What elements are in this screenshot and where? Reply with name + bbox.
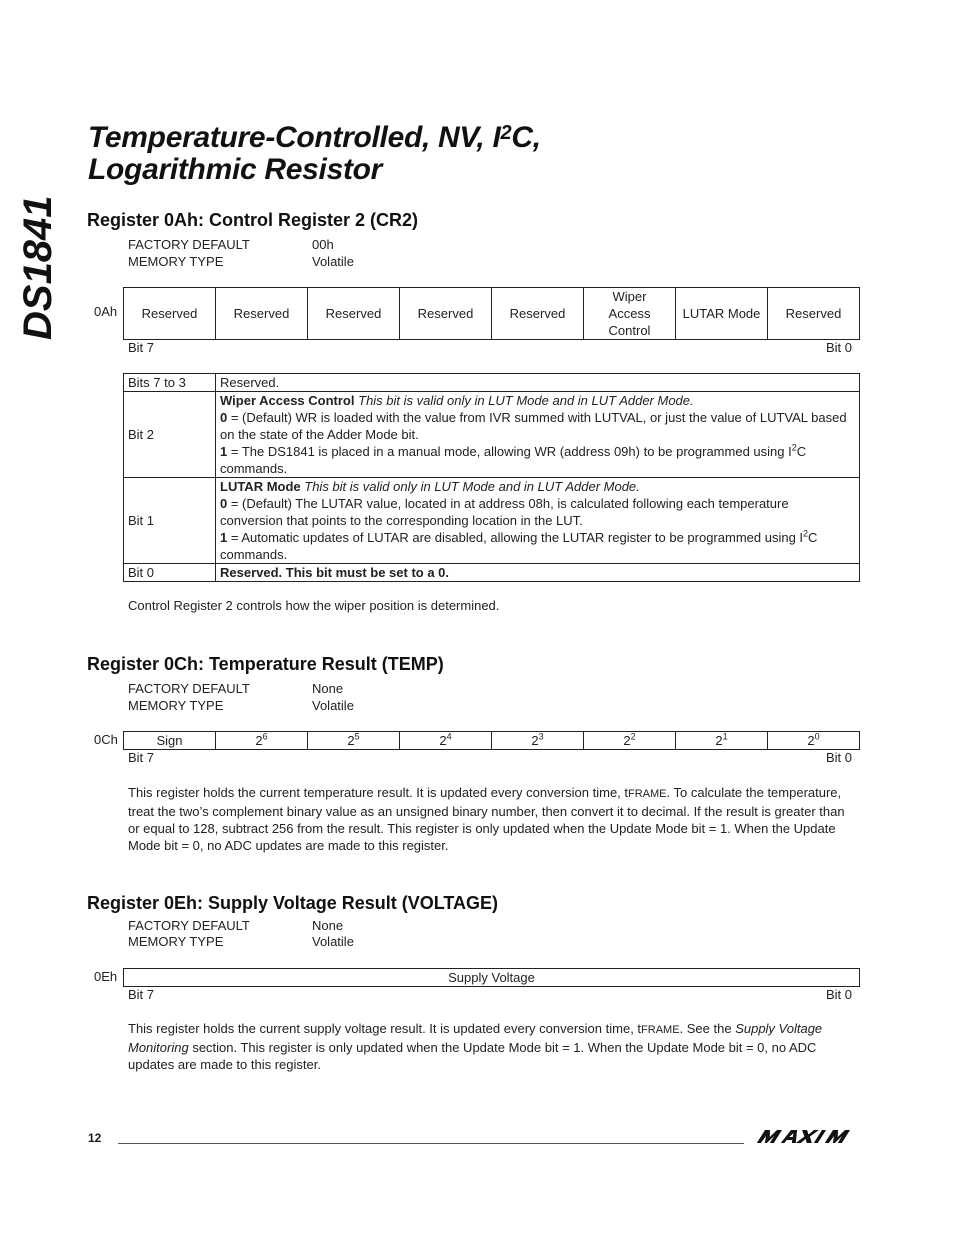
memory-type-label: MEMORY TYPE — [128, 934, 224, 949]
bit-description: Reserved. — [216, 374, 860, 392]
bit-range: Bits 7 to 3 — [124, 374, 216, 392]
side-part-number: DS1841 — [16, 195, 60, 340]
reg0a-bit-cell: Reserved — [768, 288, 860, 340]
table-row — [124, 392, 860, 478]
bit-description: Wiper Access Control This bit is valid only in LUT Mode and in LUT Adder Mode. 0 = (Default) WR is loaded with the value from IVR summed with LUTVAL, or just the value of LUTVAL based on the state of the Adder Mode bit. 1 = The DS1841 is placed in a manual mode, allowing WR (address 09h) to be programmed using $I^2C$ commands. — [216, 392, 860, 478]
document-title: Temperature-Controlled, NV, $I^2C$, Logarithmic Resistor — [88, 121, 541, 186]
reg0c-bit-cell: $2^4$ — [400, 732, 492, 750]
reg0e-field-cell: Supply Voltage — [124, 969, 860, 987]
reg0c-bit-cell: $2^3$ — [492, 732, 584, 750]
reg0c-address: 0Ch — [94, 732, 118, 747]
reg0c-bit-cell: $2^0$ — [768, 732, 860, 750]
reg0e-bit7-label: Bit 7 — [128, 987, 155, 1002]
reg0e-address: 0Eh — [94, 969, 118, 984]
reg0a-note: Control Register 2 controls how the wiper position is determined. — [128, 598, 500, 613]
reg0a-bit0-label: Bit 0 — [826, 340, 853, 355]
factory-default-value: 00h — [312, 237, 334, 252]
bit-range: Bit 2 — [124, 392, 216, 478]
reg0a-description-table — [123, 373, 860, 582]
reg0e-description: This register holds the current supply voltage result. It is updated every conversion time, tFRAME. See the Supply Voltage Monitoring section. This register is only updated when the Update Mode bit = 1. When the Update Mode bit = 0, no ADC updates are made to this register. — [128, 1021, 823, 1072]
factory-default-label: FACTORY DEFAULT — [128, 681, 250, 696]
reg0a-bit7-label: Bit 7 — [128, 340, 155, 355]
memory-type-label: MEMORY TYPE — [128, 698, 224, 713]
table-row — [124, 564, 860, 582]
reg0c-bit7-label: Bit 7 — [128, 750, 155, 765]
table-row — [124, 374, 860, 392]
reg0a-bit-cell: Reserved — [400, 288, 492, 340]
reg0e-bitmap — [123, 968, 860, 987]
bit-description: LUTAR Mode This bit is valid only in LUT Mode and in LUT Adder Mode. 0 = (Default) The LUTAR value, located in at address 08h, is calculated following each temperature conversion that points to the corresponding location in the LUT. 1 = Automatic updates of LUTAR are disabled, allowing the LUTAR register to be programmed using $I^2C$ commands. — [216, 478, 860, 564]
reg0c-bit-cell: $2^5$ — [308, 732, 400, 750]
memory-type-label: MEMORY TYPE — [128, 254, 224, 269]
bit-range: Bit 1 — [124, 478, 216, 564]
footer-rule — [118, 1143, 744, 1144]
bit-description: Reserved. This bit must be set to a 0. — [216, 564, 860, 582]
memory-type-value: Volatile — [312, 698, 354, 713]
factory-default-value: None — [312, 918, 344, 933]
reg0a-bit-cell: Reserved — [308, 288, 400, 340]
reg0c-sign-cell: Sign — [124, 732, 216, 750]
reg0c-heading: Register 0Ch: Temperature Result (TEMP) — [87, 654, 444, 674]
memory-type-value: Volatile — [312, 254, 354, 269]
factory-default-label: FACTORY DEFAULT — [128, 918, 250, 933]
reg0a-bitmap — [123, 287, 860, 340]
memory-type-value: Volatile — [312, 934, 354, 949]
factory-default-value: None — [312, 681, 344, 696]
factory-default-label: FACTORY DEFAULT — [128, 237, 250, 252]
reg0a-bit-cell: LUTAR Mode — [676, 288, 768, 340]
bit-range: Bit 0 — [124, 564, 216, 582]
reg0c-bit-cell: $2^6$ — [216, 732, 308, 750]
reg0a-bit-cell: Wiper Access Control — [584, 288, 676, 340]
reg0c-description: This register holds the current temperature result. It is updated every conversion time, tFRAME. To calculate the temperature, treat the two’s complement binary value as an unsigned binary number, then convert it to decimal. If the result is greater than or equal to 128, subtract 256 from the result. This register is only updated when the Update Mode bit = 1. When the Update Mode bit = 0, no ADC updates are made to this register. — [128, 785, 845, 853]
table-row — [124, 478, 860, 564]
reg0e-heading: Register 0Eh: Supply Voltage Result (VOLTAGE) — [87, 893, 499, 913]
maxim-logo — [755, 1127, 865, 1147]
reg0a-heading: Register 0Ah: Control Register 2 (CR2) — [87, 210, 419, 230]
page-number: 12 — [88, 1131, 102, 1145]
reg0a-bit-cell: Reserved — [216, 288, 308, 340]
reg0a-bit-cell: Reserved — [492, 288, 584, 340]
reg0a-bit-cell: Reserved — [124, 288, 216, 340]
reg0c-bit0-label: Bit 0 — [826, 750, 853, 765]
reg0c-bit-cell: $2^1$ — [676, 732, 768, 750]
reg0c-bitmap — [123, 731, 860, 750]
reg0e-bit0-label: Bit 0 — [826, 987, 853, 1002]
reg0a-address: 0Ah — [94, 304, 118, 319]
reg0c-bit-cell: $2^2$ — [584, 732, 676, 750]
